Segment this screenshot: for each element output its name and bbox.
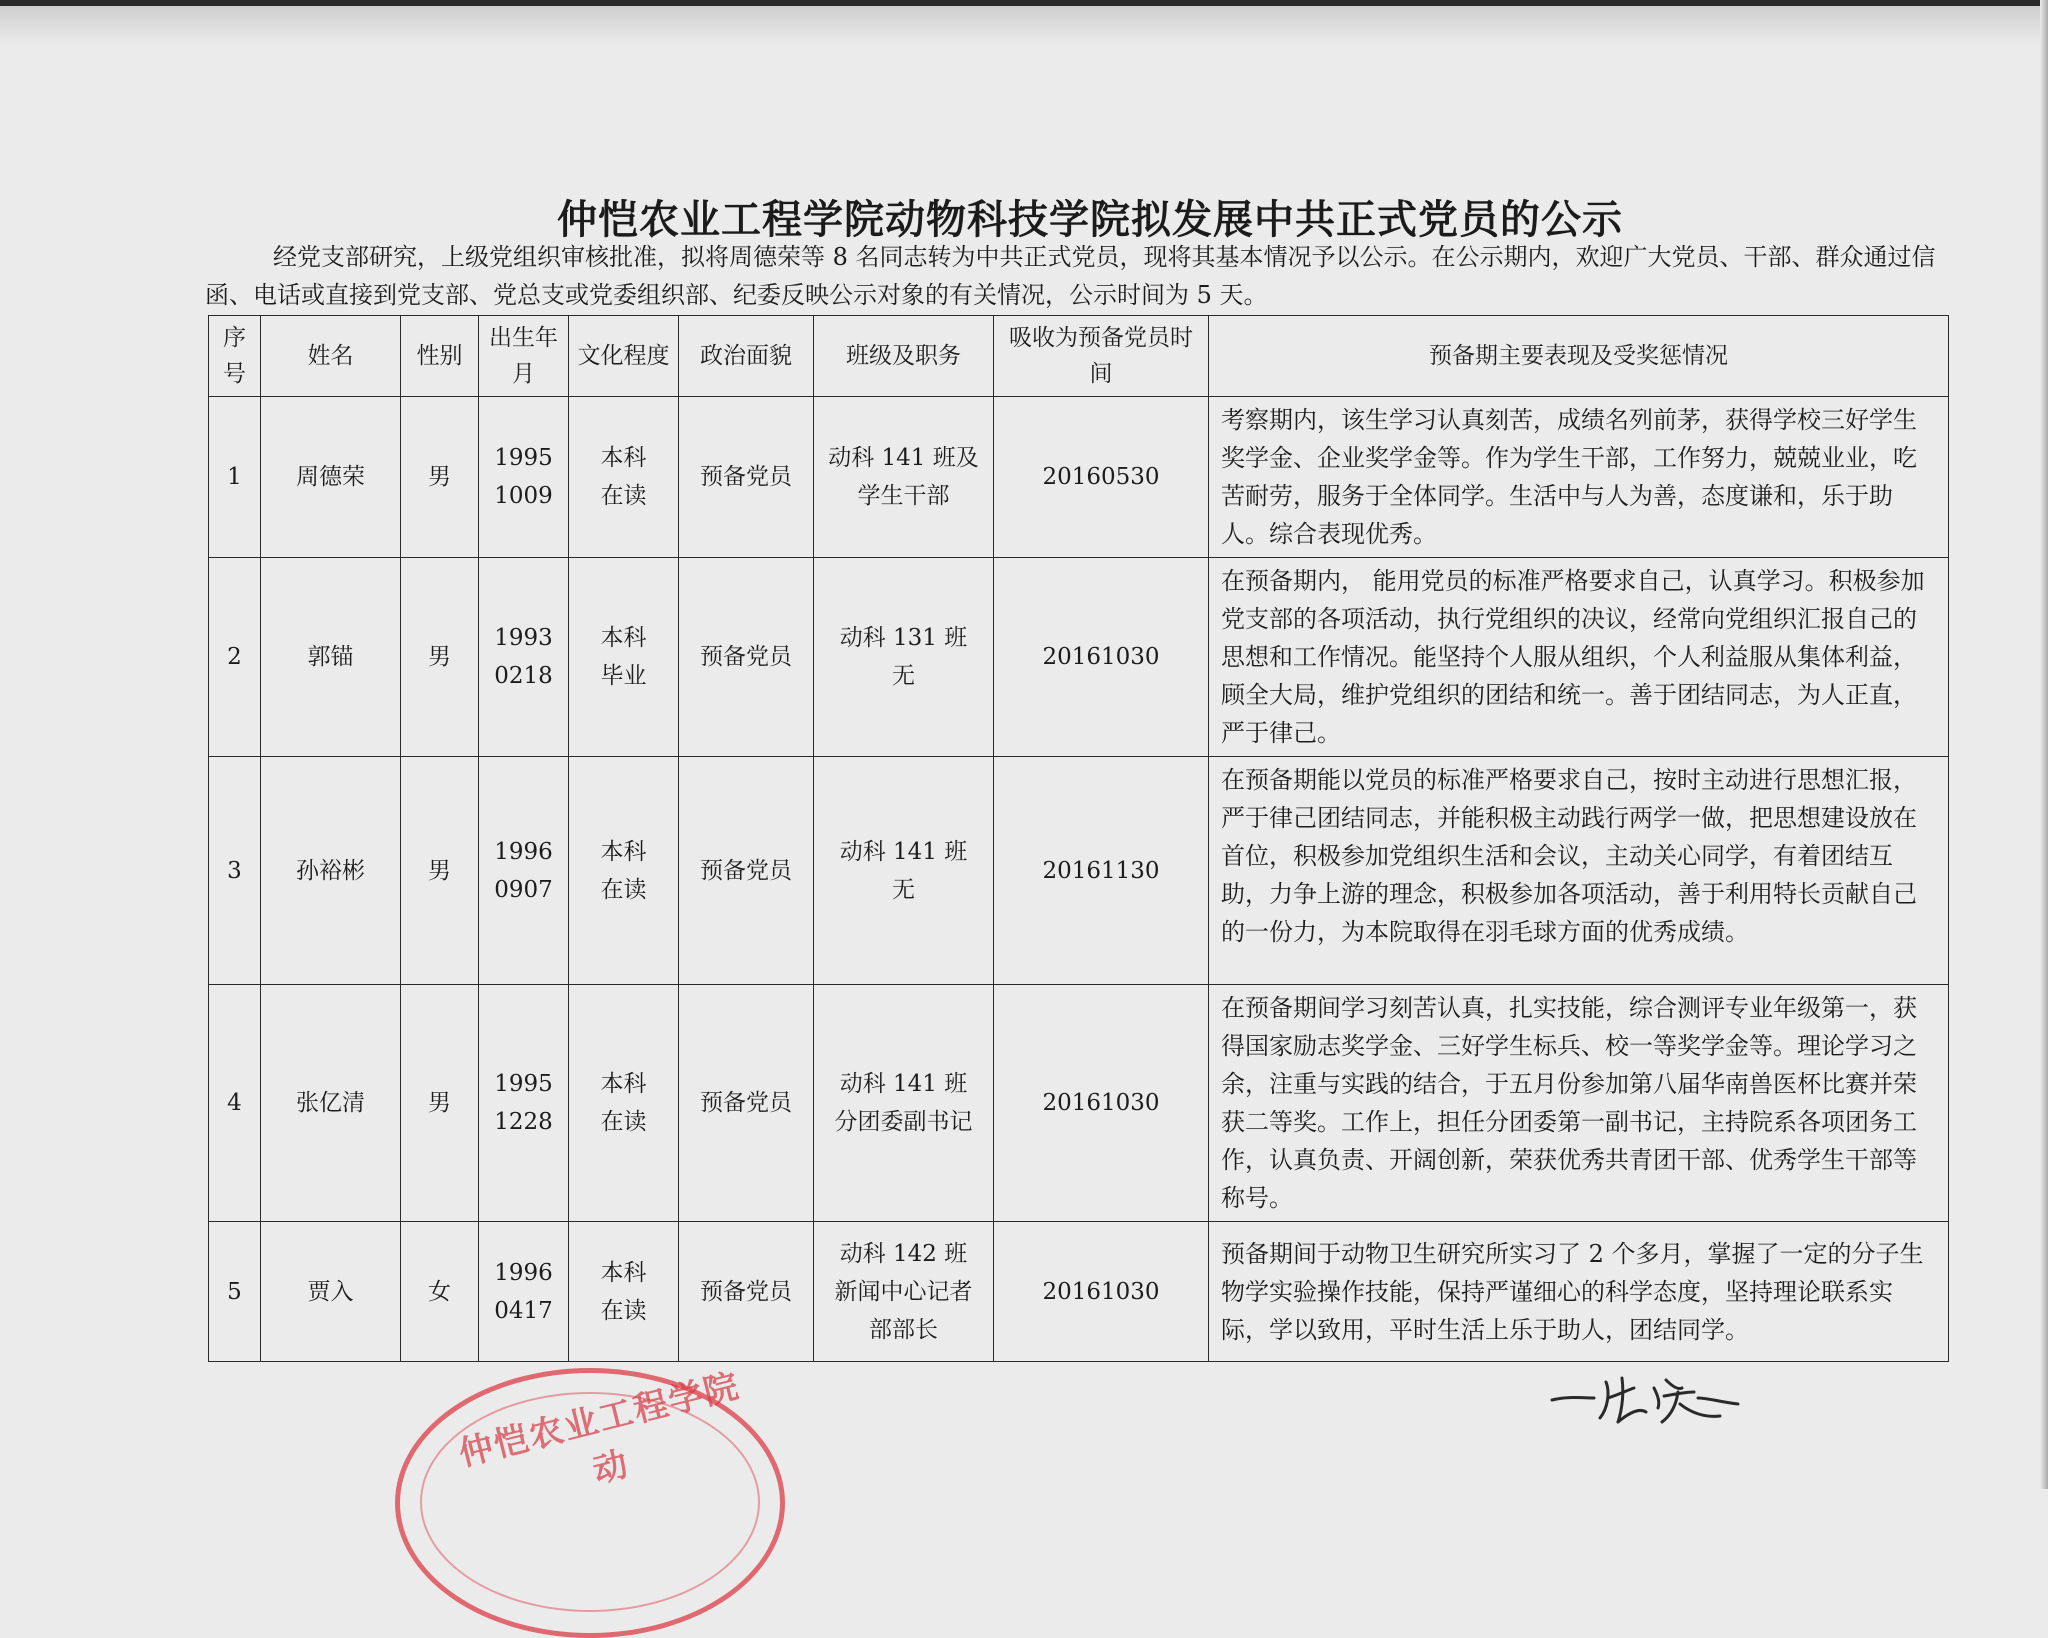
cell-education: 本科 在读 bbox=[569, 985, 679, 1222]
table-row bbox=[209, 757, 1949, 985]
cell-performance: 在预备期内， 能用党员的标准严格要求自己，认真学习。积极参加党支部的各项活动，执行党组织的决议，经常向党组织汇报自己的思想和工作情况。能坚持个人服从组织，个人利益服从集体利益，顾全大局，维护党组织的团结和统一。善于团结同志，为人正直，严于律己。 bbox=[1209, 558, 1949, 757]
cell-admit-time: 20161030 bbox=[994, 558, 1209, 757]
cell-birth: 1996 0907 bbox=[479, 757, 569, 985]
cell-performance: 预备期间于动物卫生研究所实习了 2 个多月，掌握了一定的分子生物学实验操作技能，保持严谨细心的科学态度，坚持理论联系实际，学以致用，平时生活上乐于助人，团结同学。 bbox=[1209, 1222, 1949, 1362]
document-title: 仲恺农业工程学院动物科技学院拟发展中共正式党员的公示 bbox=[557, 197, 1623, 243]
cell-birth: 1995 1228 bbox=[479, 985, 569, 1222]
header-birth: 出生年月 bbox=[479, 316, 569, 397]
cell-index: 3 bbox=[209, 757, 261, 985]
header-performance: 预备期主要表现及受奖惩情况 bbox=[1209, 316, 1949, 397]
cell-name: 郭锚 bbox=[261, 558, 401, 757]
cell-admit-time: 20160530 bbox=[994, 397, 1209, 558]
header-education: 文化程度 bbox=[569, 316, 679, 397]
cell-birth: 1995 1009 bbox=[479, 397, 569, 558]
cell-index: 5 bbox=[209, 1222, 261, 1362]
table-row bbox=[209, 985, 1949, 1222]
cell-name: 周德荣 bbox=[261, 397, 401, 558]
header-gender: 性别 bbox=[401, 316, 479, 397]
cell-index: 1 bbox=[209, 397, 261, 558]
handwritten-signature bbox=[1548, 1368, 1748, 1428]
table-row bbox=[209, 558, 1949, 757]
cell-political: 预备党员 bbox=[679, 397, 814, 558]
candidate-table bbox=[208, 315, 1949, 1362]
cell-class-role: 动科 141 班 无 bbox=[814, 757, 994, 985]
cell-performance: 考察期内，该生学习认真刻苦，成绩名列前茅，获得学校三好学生奖学金、企业奖学金等。作为学生干部，工作努力，兢兢业业，吃苦耐劳，服务于全体同学。生活中与人为善，态度谦和，乐于助人。综合表现优秀。 bbox=[1209, 397, 1949, 558]
cell-gender: 男 bbox=[401, 397, 479, 558]
cell-gender: 男 bbox=[401, 757, 479, 985]
cell-index: 2 bbox=[209, 558, 261, 757]
cell-class-role: 动科 142 班 新闻中心记者 部部长 bbox=[814, 1222, 994, 1362]
cell-admit-time: 20161030 bbox=[994, 985, 1209, 1222]
cell-education: 本科 在读 bbox=[569, 1222, 679, 1362]
cell-performance: 在预备期间学习刻苦认真，扎实技能，综合测评专业年级第一，获得国家励志奖学金、三好学生标兵、校一等奖学金等。理论学习之余，注重与实践的结合，于五月份参加第八届华南兽医杯比赛并荣获二等奖。工作上，担任分团委第一副书记，主持院系各项团务工作，认真负责、开阔创新，荣获优秀共青团干部、优秀学生干部等称号。 bbox=[1209, 985, 1949, 1222]
cell-class-role: 动科 141 班及 学生干部 bbox=[814, 397, 994, 558]
cell-birth: 1996 0417 bbox=[479, 1222, 569, 1362]
cell-gender: 男 bbox=[401, 558, 479, 757]
cell-name: 贾入 bbox=[261, 1222, 401, 1362]
intro-paragraph bbox=[205, 238, 1965, 314]
cell-admit-time: 20161130 bbox=[994, 757, 1209, 985]
table-header-row bbox=[209, 316, 1949, 397]
cell-education: 本科 在读 bbox=[569, 757, 679, 985]
header-index: 序号 bbox=[209, 316, 261, 397]
cell-education: 本科 毕业 bbox=[569, 558, 679, 757]
cell-birth: 1993 0218 bbox=[479, 558, 569, 757]
official-seal-text: 仲恺农业工程学院动 bbox=[454, 1365, 745, 1492]
cell-index: 4 bbox=[209, 985, 261, 1222]
table-row bbox=[209, 1222, 1949, 1362]
cell-political: 预备党员 bbox=[679, 558, 814, 757]
cell-name: 孙裕彬 bbox=[261, 757, 401, 985]
header-name: 姓名 bbox=[261, 316, 401, 397]
header-class-role: 班级及职务 bbox=[814, 316, 994, 397]
cell-gender: 男 bbox=[401, 985, 479, 1222]
cell-class-role: 动科 131 班 无 bbox=[814, 558, 994, 757]
cell-political: 预备党员 bbox=[679, 757, 814, 985]
header-political: 政治面貌 bbox=[679, 316, 814, 397]
intro-text: 经党支部研究，上级党组织审核批准，拟将周德荣等 8 名同志转为中共正式党员，现将其基本情况予以公示。在公示期内，欢迎广大党员、干部、群众通过信函、电话或直接到党支部、党总支或党委组织部、纪委反映公示对象的有关情况，公示时间为 5 天。 bbox=[205, 243, 1936, 309]
cell-performance: 在预备期能以党员的标准严格要求自己，按时主动进行思想汇报，严于律己团结同志，并能积极主动践行两学一做，把思想建设放在首位，积极参加党组织生活和会议，主动关心同学，有着团结互助，力争上游的理念，积极参加各项活动，善于利用特长贡献自己的一份力，为本院取得在羽毛球方面的优秀成绩。 bbox=[1209, 757, 1949, 985]
cell-gender: 女 bbox=[401, 1222, 479, 1362]
header-admit-time: 吸收为预备党员时间 bbox=[994, 316, 1209, 397]
cell-political: 预备党员 bbox=[679, 985, 814, 1222]
table-row bbox=[209, 397, 1949, 558]
cell-political: 预备党员 bbox=[679, 1222, 814, 1362]
cell-class-role: 动科 141 班 分团委副书记 bbox=[814, 985, 994, 1222]
cell-education: 本科 在读 bbox=[569, 397, 679, 558]
cell-admit-time: 20161030 bbox=[994, 1222, 1209, 1362]
cell-name: 张亿清 bbox=[261, 985, 401, 1222]
